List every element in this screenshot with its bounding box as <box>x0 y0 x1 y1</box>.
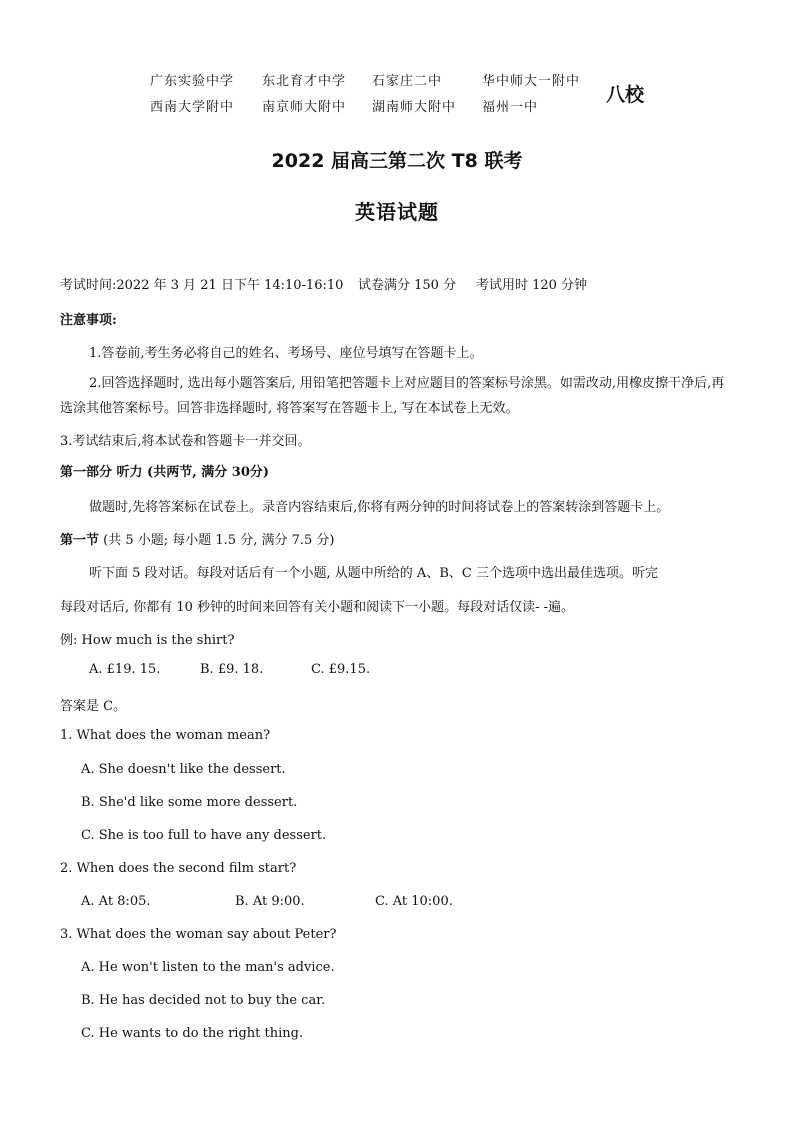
part1-heading: 第一部分 听力 (共两节, 满分 30分) <box>60 465 270 480</box>
notes-heading: 注意事项: <box>60 313 117 328</box>
eight-schools-badge: 八校 <box>606 84 645 106</box>
question-text: 2. When does the second film start? <box>60 861 297 876</box>
exam-full-score: 试卷满分 150 分 <box>358 278 457 293</box>
example-option: A. £19. 15. <box>89 662 161 677</box>
question-option: A. At 8:05. <box>81 894 151 909</box>
question-text: 3. What does the woman say about Peter? <box>60 927 337 942</box>
school-name: 湖南师大附中 <box>372 100 457 115</box>
question-option: A. She doesn't like the dessert. <box>81 762 286 777</box>
school-name: 福州一中 <box>482 100 539 115</box>
section1-instruction: 每段对话后, 你都有 10 秒钟的时间来回答有关小题和阅读下一小题。每段对话仅读- -遍。 <box>60 600 574 615</box>
exam-subtitle: 英语试题 <box>355 200 439 224</box>
question-option: B. He has decided not to buy the car. <box>81 993 326 1008</box>
school-name: 东北育才中学 <box>262 74 347 89</box>
example-answer: 答案是 C。 <box>60 699 127 714</box>
school-name: 南京师大附中 <box>262 100 347 115</box>
school-name: 华中师大一附中 <box>482 74 581 89</box>
question-option: C. He wants to do the right thing. <box>81 1026 304 1041</box>
example-option: C. £9.15. <box>311 662 371 677</box>
section1-instruction: 听下面 5 段对话。每段对话后有一个小题, 从题中所给的 A、B、C 三个选项中选出最佳选项。听完 <box>89 566 658 581</box>
exam-duration: 考试用时 120 分钟 <box>476 278 588 293</box>
exam-title: 2022 届高三第二次 T8 联考 <box>271 150 523 172</box>
part1-instruction: 做题时,先将答案标在试卷上。录音内容结束后,你将有两分钟的时间将试卷上的答案转涂到答题卡上。 <box>89 500 670 515</box>
note-item: 2.回答选择题时, 选出每小题答案后, 用铅笔把答题卡上对应题目的答案标号涂黑。如需改动,用橡皮擦干净后,再选涂其他答案标号。回答非选择题时, 将答案写在答题卡上, 写在本试卷上无效。 <box>60 376 725 416</box>
section1-heading-row <box>60 529 335 548</box>
school-name: 广东实验中学 <box>150 74 235 89</box>
question-option: C. She is too full to have any dessert. <box>81 828 327 843</box>
question-option: C. At 10:00. <box>375 894 453 909</box>
school-name: 西南大学附中 <box>150 100 235 115</box>
exam-time: 考试时间:2022 年 3 月 21 日下午 14:10-16:10 <box>60 278 344 293</box>
school-name: 石家庄二中 <box>372 74 443 89</box>
example-question: 例: How much is the shirt? <box>60 633 235 648</box>
section1-heading: 第一节 <box>60 533 100 548</box>
question-text: 1. What does the woman mean? <box>60 728 271 743</box>
note-item: 3.考试结束后,将本试卷和答题卡一并交回。 <box>60 434 311 449</box>
example-option: B. £9. 18. <box>200 662 264 677</box>
question-option: A. He won't listen to the man's advice. <box>81 960 335 975</box>
note-item: 1.答卷前,考生务必将自己的姓名、考场号、座位号填写在答题卡上。 <box>89 346 483 361</box>
section1-heading-detail: (共 5 小题; 每小题 1.5 分, 满分 7.5 分) <box>103 533 335 548</box>
question-option: B. She'd like some more dessert. <box>81 795 298 810</box>
question-option: B. At 9:00. <box>235 894 305 909</box>
